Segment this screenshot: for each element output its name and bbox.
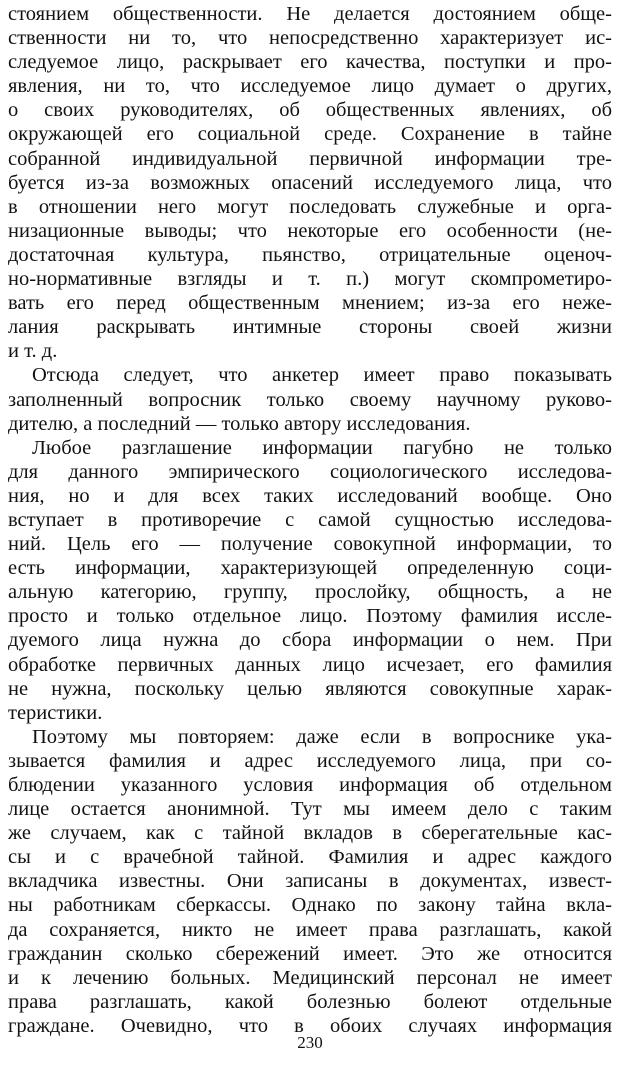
text-line: лице остается анонимной. Тут мы имеем дело с таким bbox=[8, 798, 612, 821]
text-line: вать его перед общественным мнением; из-за его неже- bbox=[8, 292, 612, 315]
text-line: в отношении него могут последовать служебные и орга- bbox=[8, 195, 612, 218]
text-line: и к лечению больных. Медицинский персонал не имеет bbox=[8, 966, 612, 989]
body-text bbox=[8, 2, 612, 1038]
text-line: но-нормативные взгляды и т. п.) могут скомпрометиро- bbox=[8, 268, 612, 291]
text-line: ственности ни то, что непосредственно характеризует ис- bbox=[8, 27, 612, 50]
text-line: вкладчика известны. Они записаны в документах, извест- bbox=[8, 870, 612, 893]
text-line: стоянием общественности. Не делается достоянием обще- bbox=[8, 3, 612, 25]
page-number: 230 bbox=[297, 1033, 323, 1052]
text-line: есть информации, характеризующей определенную соци- bbox=[8, 557, 612, 580]
text-line: блюдении указанного условия информация об отдельном bbox=[8, 774, 612, 796]
text-line: не нужна, поскольку целью являются совокупные харак- bbox=[8, 677, 612, 700]
text-line: и т. д. bbox=[8, 340, 58, 363]
text-line: достаточная культура, пьянство, отрицательные оценоч- bbox=[8, 243, 612, 266]
text-line: теристики. bbox=[8, 701, 103, 724]
text-line: дуемого лица нужна до сбора информации о нем. При bbox=[8, 629, 612, 652]
text-line: для данного эмпирического социологического исследова- bbox=[8, 460, 612, 483]
text-line: вступает в противоречие с самой сущностью исследова- bbox=[8, 508, 612, 531]
text-line: сы и с врачебной тайной. Фамилия и адрес каждого bbox=[8, 846, 612, 869]
text-line: дителю, а последний — только автору исследования. bbox=[8, 412, 471, 435]
text-line: о своих руководителях, об общественных явлениях, об bbox=[8, 99, 612, 122]
text-line: обработке первичных данных лицо исчезает, его фамилия bbox=[8, 653, 612, 676]
text-line: Любое разглашение информации пагубно не только bbox=[32, 436, 612, 459]
text-line: просто и только отдельное лицо. Поэтому фамилия иссле- bbox=[8, 605, 612, 628]
text-line: гражданин сколько сбережений имеет. Это же относится bbox=[8, 942, 612, 965]
text-line: ны работникам сберкассы. Однако по закону тайна вкла- bbox=[8, 894, 612, 917]
text-line: лания раскрывать интимные стороны своей жизни bbox=[8, 316, 612, 339]
text-line: явления, ни то, что исследуемое лицо думает о других, bbox=[8, 75, 612, 98]
text-line: заполненный вопросник только своему научному руково- bbox=[8, 388, 612, 411]
text-line: зывается фамилия и адрес исследуемого лица, при со- bbox=[8, 749, 612, 772]
text-line: же случаем, как с тайной вкладов в сберегательные кас- bbox=[8, 822, 612, 845]
text-line: ния, но и для всех таких исследований вообще. Оно bbox=[8, 484, 612, 507]
text-line: буется из-за возможных опасений исследуемого лица, что bbox=[8, 171, 612, 194]
text-line: граждане. Очевидно, что в обоих случаях информация bbox=[8, 1014, 612, 1037]
text-line: Отсюда следует, что анкетер имеет право показывать bbox=[32, 364, 612, 387]
text-line: окружающей его социальной среде. Сохранение в тайне bbox=[8, 123, 612, 146]
text-line: следуемое лицо, раскрывает его качества, поступки и про- bbox=[8, 51, 612, 74]
text-line: собранной индивидуальной первичной информации тре- bbox=[8, 147, 612, 170]
text-line: Поэтому мы повторяем: даже если в вопроснике ука- bbox=[32, 725, 612, 748]
text-line: ний. Цель его — получение совокупной информации, то bbox=[8, 533, 612, 556]
text-line: права разглашать, какой болезнью болеют отдельные bbox=[8, 990, 612, 1013]
text-line: низационные выводы; что некоторые его особенности (не- bbox=[8, 219, 612, 242]
text-line: альную категорию, группу, прослойку, общность, а не bbox=[8, 581, 612, 604]
text-line: да сохраняется, никто не имеет права разглашать, какой bbox=[8, 918, 612, 941]
